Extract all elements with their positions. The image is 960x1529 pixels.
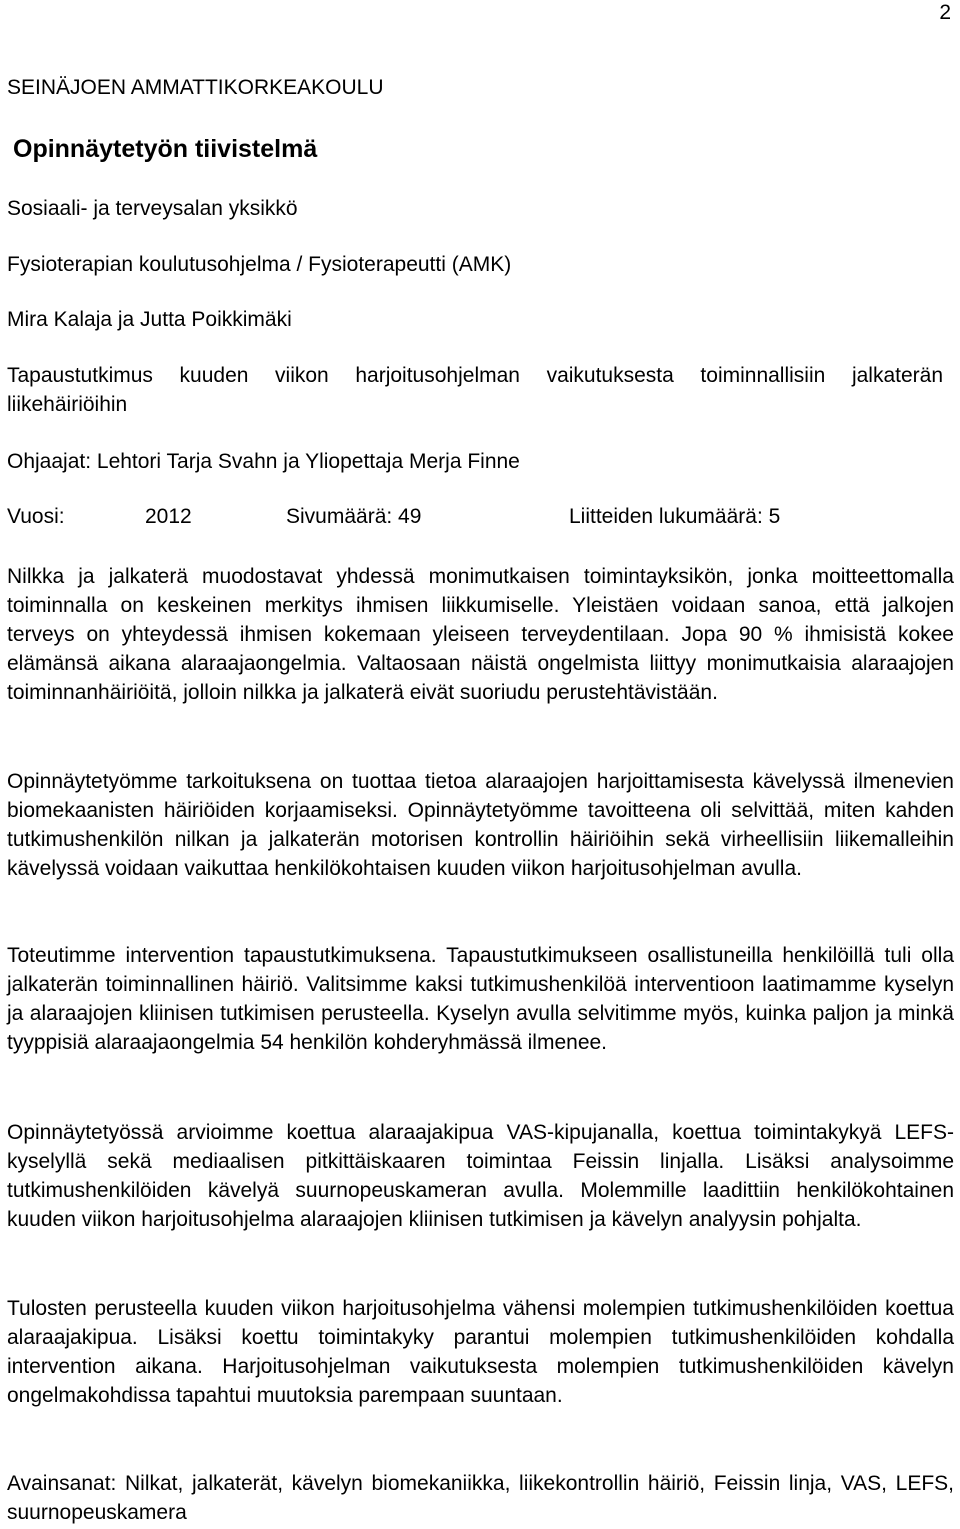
abstract-paragraph-3: Toteutimme intervention tapaustutkimuksena. Tapaustutkimukseen osallistuneilla henkilöillä tuli olla jalkaterän toiminnallinen häiriö. Valitsimme kaksi tutkimushenkilöä interventioon laatimamme kyselyn ja alaraajojen kliinisen tutkimisen perusteella. Kyselyn avulla selvitimme myös, kuinka paljon ja minkä tyyppisiä alaraajaongelmia 54 henkilön kohderyhmässä ilmenee. xyxy=(7,944,954,1054)
thesis-meta-row xyxy=(7,502,954,531)
keywords: Avainsanat: Nilkat, jalkaterät, kävelyn biomekaniikka, liikekontrollin häiriö, Feissin linja, VAS, LEFS, suurnopeuskamera xyxy=(7,1472,954,1524)
authors: Mira Kalaja ja Jutta Poikkimäki xyxy=(7,308,292,331)
page-number: 2 xyxy=(939,1,951,24)
appendix-count: Liitteiden lukumäärä: 5 xyxy=(569,505,781,528)
year-label: Vuosi: xyxy=(7,505,65,528)
abstract-paragraph-2: Opinnäytetyömme tarkoituksena on tuottaa tietoa alaraajojen harjoittamisesta kävelyssä ilmenevien biomekaanisten häiriöiden korjaamiseksi. Opinnäytetyömme tavoitteena oli selvittää, miten kahden tutkimushenkilön nilkan ja jalkaterän motorisen kontrollin häiriöihin sekä virheellisiin liikemalleihin kävelyssä voidaan vaikuttaa henkilökohtaisen kuuden viikon harjoitusohjelman avulla. xyxy=(7,770,954,880)
supervisors: Ohjaajat: Lehtori Tarja Svahn ja Yliopettaja Merja Finne xyxy=(7,450,520,473)
abstract-paragraph-4: Opinnäytetyössä arvioimme koettua alaraajakipua VAS-kipujanalla, koettua toimintakykyä LEFS-kyselyllä sekä mediaalisen pitkittäiskaaren toimintaa Feissin linjalla. Lisäksi analysoimme tutkimushenkilöiden kävelyä suurnopeuskameran avulla. Molemmille laadittiin henkilökohtainen kuuden viikon harjoitusohjelma alaraajojen kliinisen tutkimisen ja kävelyn analyysin pohjalta. xyxy=(7,1121,954,1231)
year-value: 2012 xyxy=(145,505,192,528)
abstract-paragraph-5: Tulosten perusteella kuuden viikon harjoitusohjelma vähensi molempien tutkimushenkilöiden koettua alaraajakipua. Lisäksi koettu toimintakyky parantui molempien tutkimushenkilöiden kohdalla intervention aikana. Harjoitusohjelman vaikutuksesta molempien tutkimushenkilöiden kävelyn ongelmakohdissa tapahtui muutoksia parempaan suuntaan. xyxy=(7,1297,954,1407)
institution-name: SEINÄJOEN AMMATTIKORKEAKOULU xyxy=(7,76,384,99)
abstract-paragraph-1: Nilkka ja jalkaterä muodostavat yhdessä monimutkaisen toimintayksikön, jonka moitteettomalla toiminnalla on keskeinen merkitys ihmisen liikkumiselle. Yleistäen voidaan sanoa, että jalkojen terveys on yhteydessä ihmisen kokemaan yleiseen terveydentilaan. Jopa 90 % ihmisistä kokee elämänsä aikana alaraajaongelmia. Valtaosaan näistä ongelmista liittyy monimutkaisia alaraajojen toiminnanhäiriöitä, jolloin nilkka ja jalkaterä eivät suoriudu perustehtävistään. xyxy=(7,565,954,704)
page-count: Sivumäärä: 49 xyxy=(286,505,422,528)
page-title: Opinnäytetyön tiivistelmä xyxy=(13,135,318,163)
thesis-title: Tapaustutkimus kuuden viikon harjoitusohjelman vaikutuksesta toiminnallisiin jalkaterän liikehäiriöihin xyxy=(7,364,943,416)
degree-programme: Fysioterapian koulutusohjelma / Fysioterapeutti (AMK) xyxy=(7,253,512,276)
unit-name: Sosiaali- ja terveysalan yksikkö xyxy=(7,197,298,220)
